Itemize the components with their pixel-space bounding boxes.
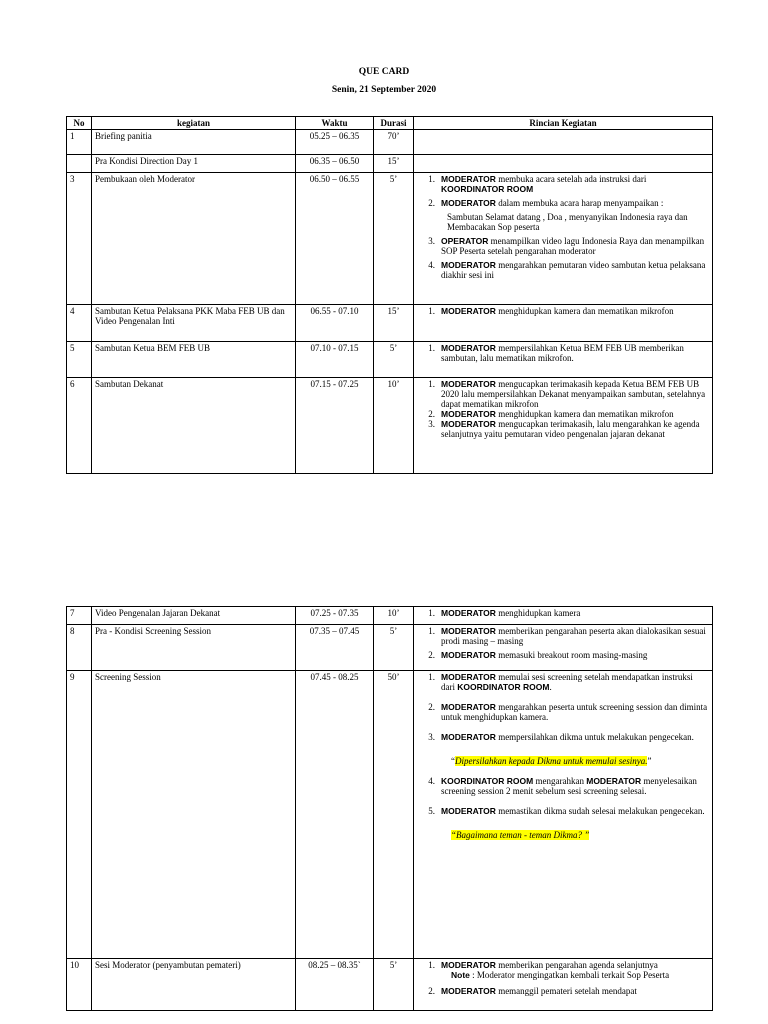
- row-no: 8: [67, 625, 92, 671]
- detail-subtext: Sambutan Selamat datang , Doa , menyanyikan Indonesia raya dan Membacakan Sop peserta: [447, 212, 688, 232]
- role-label: MODERATOR: [441, 960, 496, 970]
- table-row: [67, 130, 713, 155]
- row-details: [414, 959, 713, 1011]
- quote-open: “: [451, 756, 455, 766]
- note-text: : Moderator mengingatkan kembali terkait Sop Peserta: [469, 970, 670, 980]
- detail-number: 2.: [428, 702, 435, 712]
- quote-close: ”: [647, 756, 652, 766]
- row-details: [414, 305, 713, 342]
- detail-item: [417, 986, 709, 996]
- role-label: MODERATOR: [441, 702, 496, 712]
- detail-text: menghidupkan kamera dan mematikan mikrofon: [495, 409, 674, 419]
- table-row: [67, 155, 713, 173]
- row-activity: Screening Session: [92, 671, 296, 959]
- row-no: 5: [67, 342, 92, 378]
- row-activity: Sambutan Ketua Pelaksana PKK Maba FEB UB dan Video Pengenalan Inti: [92, 305, 296, 342]
- row-no: 4: [67, 305, 92, 342]
- row-time: 07.35 – 07.45: [296, 625, 374, 671]
- detail-text: menyelesaikan screening session 2 menit sebelum sesi screening selesai.: [441, 776, 697, 796]
- table-row: [67, 305, 713, 342]
- row-duration: 15’: [374, 155, 414, 173]
- role-label: MODERATOR: [586, 776, 642, 786]
- row-details: [414, 671, 713, 959]
- detail-text: membuka acara setelah ada instruksi dari: [495, 174, 647, 184]
- row-activity: Pra Kondisi Direction Day 1: [92, 155, 296, 173]
- role-label: KOORDINATOR ROOM: [441, 184, 534, 194]
- detail-item: [417, 409, 709, 419]
- detail-number: 3.: [428, 732, 435, 742]
- detail-item: [417, 419, 709, 439]
- table-row: [67, 173, 713, 305]
- detail-number: 4.: [428, 776, 435, 786]
- row-no: 7: [67, 607, 92, 625]
- row-details: [414, 625, 713, 671]
- quote-line: [417, 830, 709, 840]
- row-no: [67, 155, 92, 173]
- role-label: MODERATOR: [441, 806, 496, 816]
- detail-number: 3.: [428, 236, 435, 246]
- row-no: 10: [67, 959, 92, 1011]
- detail-item: [417, 174, 709, 194]
- detail-text: mengarahkan pemutaran video sambutan ketua pelaksana diakhir sesi ini: [441, 260, 706, 280]
- detail-item: [417, 343, 709, 363]
- detail-text: mengucapkan terimakasih, lalu mengarahkan ke agenda selanjutnya yaitu pemutaran video pengenalan jajaran dekanat: [441, 419, 700, 439]
- table-header-row: [67, 117, 713, 130]
- detail-text: memberikan pengarahan agenda selanjutnya: [495, 960, 658, 970]
- table-row: [67, 342, 713, 378]
- row-details: [414, 130, 713, 155]
- table-row: [67, 959, 713, 1011]
- detail-number: 1.: [428, 379, 435, 389]
- role-label: KOORDINATOR ROOM: [457, 682, 550, 692]
- detail-item: [417, 379, 709, 409]
- detail-text: mengucapkan terimakasih kepada Ketua BEM FEB UB 2020 lalu mempersilahkan Dekanat menyampaikan sambutan, setelahnya dapat mematikan mikrofon: [441, 379, 706, 409]
- detail-text: mengarahkan: [533, 776, 587, 786]
- detail-number: 2.: [428, 409, 435, 419]
- detail-number: 1.: [428, 960, 435, 970]
- row-activity: Pembukaan oleh Moderator: [92, 173, 296, 305]
- row-activity: Sambutan Ketua BEM FEB UB: [92, 342, 296, 378]
- detail-item: [417, 776, 709, 796]
- role-label: MODERATOR: [441, 260, 496, 270]
- detail-item: [417, 260, 709, 280]
- que-card-table-2: [66, 606, 713, 1011]
- row-activity: Sambutan Dekanat: [92, 378, 296, 474]
- detail-number: 1.: [428, 608, 435, 618]
- table-row: [67, 671, 713, 959]
- detail-text: mengarahkan peserta untuk screening session dan diminta untuk menghidupkan kamera.: [441, 702, 708, 722]
- detail-text: memanggil pemateri setelah mendapat: [495, 986, 637, 996]
- row-activity: Pra - Kondisi Screening Session: [92, 625, 296, 671]
- header-rincian: Rincian Kegiatan: [414, 117, 713, 130]
- row-no: 9: [67, 671, 92, 959]
- detail-number: 1.: [428, 626, 435, 636]
- table-row: [67, 625, 713, 671]
- detail-item: [417, 608, 709, 618]
- detail-text: menghidupkan kamera: [495, 608, 581, 618]
- detail-item: [417, 732, 709, 742]
- role-label: MODERATOR: [441, 409, 496, 419]
- highlighted-quote: “Bagaimana teman - teman Dikma? ”: [451, 830, 590, 840]
- detail-number: 1.: [428, 174, 435, 184]
- detail-text: menampilkan video lagu Indonesia Raya dan menampilkan SOP Peserta setelah pengarahan moderator: [441, 236, 705, 256]
- document-date: Senin, 21 September 2020: [331, 85, 437, 95]
- role-label: MODERATOR: [441, 608, 496, 618]
- row-no: 3: [67, 173, 92, 305]
- row-activity: Sesi Moderator (penyambutan pemateri): [92, 959, 296, 1011]
- row-activity: Briefing panitia: [92, 130, 296, 155]
- que-card-table-1: [66, 116, 713, 474]
- row-duration: 10’: [374, 607, 414, 625]
- row-time: 05.25 – 06.35: [296, 130, 374, 155]
- role-label: MODERATOR: [441, 419, 496, 429]
- row-duration: 5’: [374, 959, 414, 1011]
- detail-text: memasuki breakout room masing-masing: [495, 650, 648, 660]
- row-details: [414, 378, 713, 474]
- role-label: MODERATOR: [441, 626, 496, 636]
- row-no: 6: [67, 378, 92, 474]
- detail-number: 1.: [428, 343, 435, 353]
- role-label: MODERATOR: [441, 986, 496, 996]
- detail-item: [417, 198, 709, 208]
- role-label: MODERATOR: [441, 198, 496, 208]
- row-details: [414, 342, 713, 378]
- table-row: [67, 607, 713, 625]
- row-duration: 10’: [374, 378, 414, 474]
- role-label: OPERATOR: [441, 236, 489, 246]
- detail-text: memulai sesi screening setelah mendapatkan instruksi dari: [441, 672, 693, 692]
- row-details: [414, 155, 713, 173]
- detail-item: [417, 960, 709, 970]
- detail-item: [417, 806, 709, 816]
- detail-item: [417, 306, 709, 316]
- row-time: 08.25 – 08.35`: [296, 959, 374, 1011]
- detail-item: [417, 650, 709, 660]
- detail-text: memastikan dikma sudah selesai melakukan pengecekan.: [495, 806, 705, 816]
- row-time: 07.45 - 08.25: [296, 671, 374, 959]
- role-label: MODERATOR: [441, 379, 496, 389]
- row-details: [414, 173, 713, 305]
- detail-text: .: [549, 682, 552, 692]
- row-duration: 5’: [374, 342, 414, 378]
- detail-number: 4.: [428, 260, 435, 270]
- detail-text: mempersilahkan Ketua BEM FEB UB memberikan sambutan, lalu mematikan mikrofon.: [441, 343, 684, 363]
- row-no: 1: [67, 130, 92, 155]
- detail-item: [417, 672, 709, 692]
- detail-text: memberikan pengarahan peserta akan dialokasikan sesuai prodi masing – masing: [441, 626, 706, 646]
- detail-number: 5.: [428, 806, 435, 816]
- role-label: MODERATOR: [441, 732, 496, 742]
- detail-number: 1.: [428, 306, 435, 316]
- highlighted-quote: Dipersilahkan kepada Dikma untuk memulai sesinya.: [455, 756, 648, 766]
- role-label: KOORDINATOR ROOM: [441, 776, 534, 786]
- detail-item: [417, 236, 709, 256]
- row-details: [414, 607, 713, 625]
- detail-item: [417, 626, 709, 646]
- row-duration: 5’: [374, 625, 414, 671]
- detail-number: 1.: [428, 672, 435, 682]
- row-activity: Video Pengenalan Jajaran Dekanat: [92, 607, 296, 625]
- header-kegiatan: kegiatan: [92, 117, 296, 130]
- row-time: 07.25 - 07.35: [296, 607, 374, 625]
- role-label: MODERATOR: [441, 650, 496, 660]
- row-duration: 5’: [374, 173, 414, 305]
- detail-item: [417, 702, 709, 722]
- row-duration: 50’: [374, 671, 414, 959]
- row-time: 06.55 - 07.10: [296, 305, 374, 342]
- detail-number: 2.: [428, 198, 435, 208]
- detail-number: 2.: [428, 986, 435, 996]
- quote-line: [417, 756, 709, 766]
- detail-number: 2.: [428, 650, 435, 660]
- detail-text: mempersilahkan dikma untuk melakukan pengecekan.: [495, 732, 694, 742]
- header-durasi: Durasi: [374, 117, 414, 130]
- row-time: 07.10 - 07.15: [296, 342, 374, 378]
- role-label: MODERATOR: [441, 672, 496, 682]
- detail-text: menghidupkan kamera dan mematikan mikrofon: [495, 306, 674, 316]
- header-no: No: [67, 117, 92, 130]
- row-time: 06.35 – 06.50: [296, 155, 374, 173]
- note-line: [417, 970, 709, 980]
- role-label: MODERATOR: [441, 174, 496, 184]
- document-title: QUE CARD: [358, 67, 410, 77]
- row-duration: 70’: [374, 130, 414, 155]
- row-time: 06.50 – 06.55: [296, 173, 374, 305]
- note-label: Note: [451, 970, 470, 980]
- detail-text: dalam membuka acara harap menyampaikan :: [495, 198, 664, 208]
- table-row: [67, 378, 713, 474]
- header-waktu: Waktu: [296, 117, 374, 130]
- row-time: 07.15 - 07.25: [296, 378, 374, 474]
- row-duration: 15’: [374, 305, 414, 342]
- detail-number: 3.: [428, 419, 435, 429]
- role-label: MODERATOR: [441, 343, 496, 353]
- role-label: MODERATOR: [441, 306, 496, 316]
